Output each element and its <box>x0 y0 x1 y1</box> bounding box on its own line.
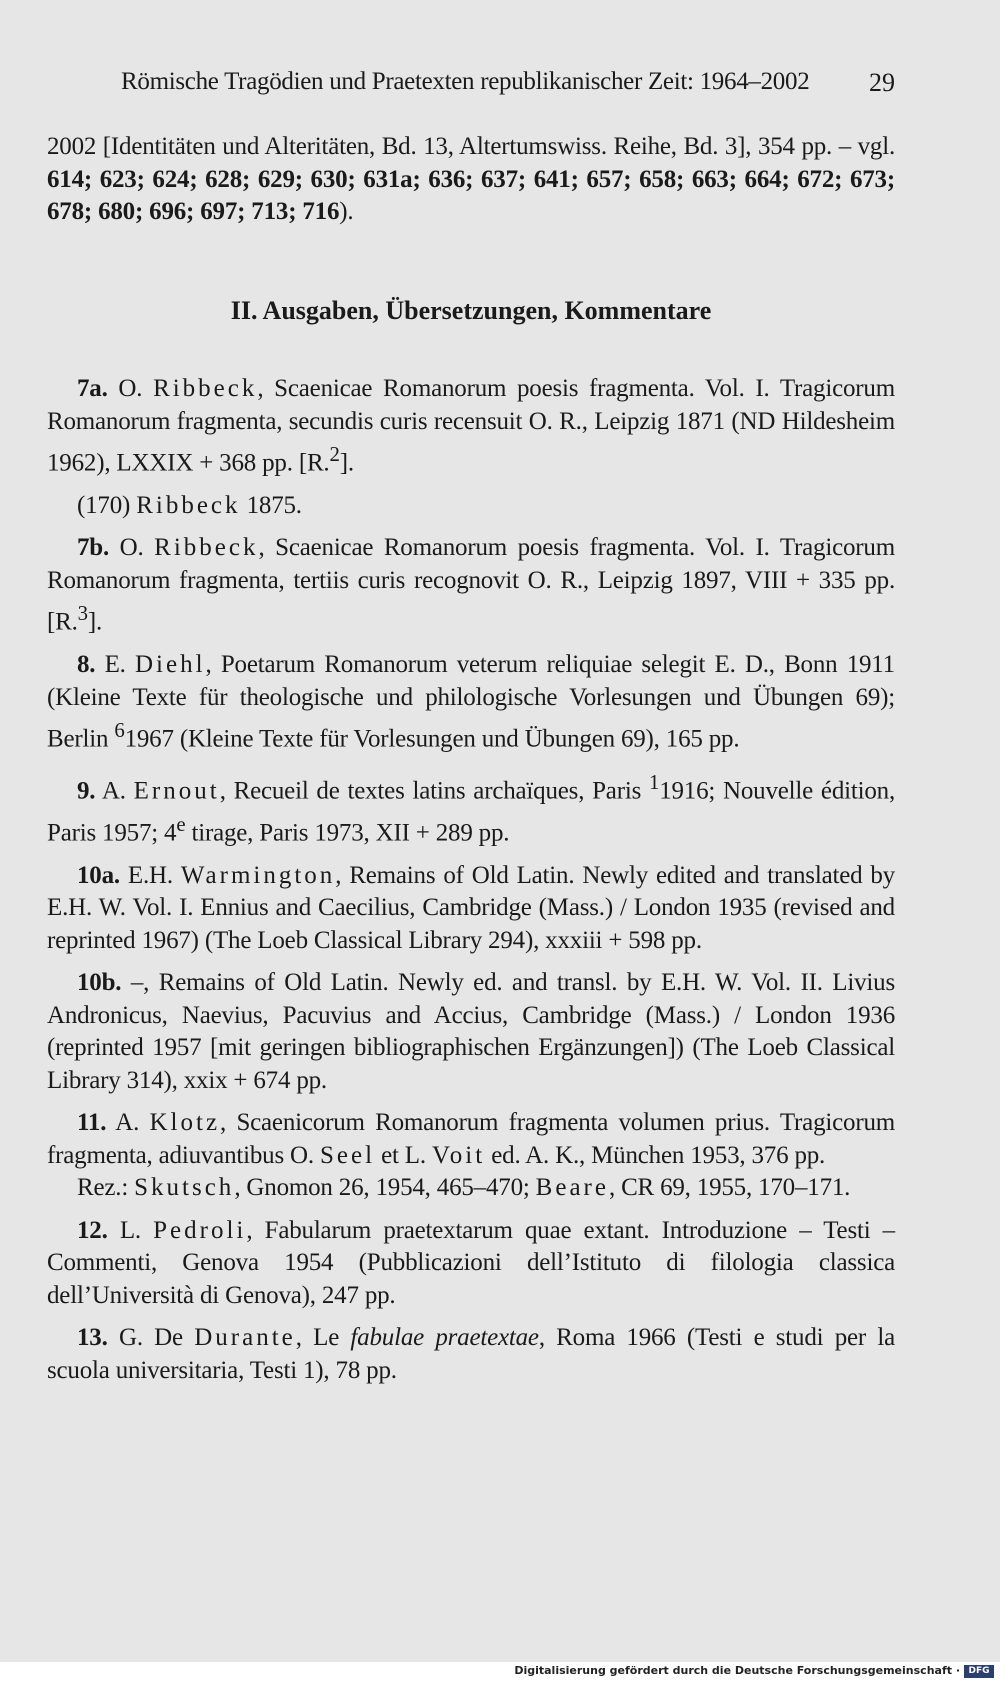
author-initial: G. De <box>118 1324 183 1352</box>
body-text <box>47 131 895 1387</box>
entry-end: 1967 (Kleine Texte für Vorlesungen und Übungen 69), 165 pp. <box>124 725 740 753</box>
entry-text: , Scaenicorum Romanorum fragmenta volumen prius. Tragicorum fragmenta, adiuvantibus O. <box>47 1109 895 1169</box>
author-initial: A. <box>115 1109 140 1137</box>
author-initial: A. <box>101 777 126 805</box>
edition-sup: 6 <box>114 718 125 743</box>
running-head <box>47 68 895 108</box>
author-name: Diehl <box>134 651 206 679</box>
entry-8 <box>47 649 895 756</box>
intro-end: ). <box>339 198 354 225</box>
entry-11 <box>47 1107 895 1172</box>
entry-label: 7b. <box>77 534 110 562</box>
entry-text: , Recueil de textes latins archaïques, Paris <box>219 777 649 805</box>
author-initial: O. <box>118 375 143 402</box>
entry-label: 7a. <box>77 375 108 402</box>
entry-label: (170) <box>77 491 131 519</box>
entry-text: , Poetarum Romanorum veterum reliquiae selegit E. D., Bonn 1911 (Kleine Texte für theologische und philologische Vorlesungen und Übungen 69); Berlin <box>47 651 895 753</box>
edition-sup: 2 <box>329 442 340 466</box>
entry-text: 1875. <box>240 491 302 519</box>
author-initial: O. <box>119 534 144 562</box>
reviewer-name: Skutsch <box>134 1174 235 1202</box>
entry-label: 10a. <box>77 861 120 889</box>
entry-9 <box>47 766 895 850</box>
entry-text: –, Remains of Old Latin. Newly ed. and transl. by E.H. W. Vol. II. Livius Andronicus, Naevius, Pacuvius and Accius, Cambridge (Mass.) / London 1936 (reprinted 1957 [mit geringen bibliographischen Ergänzungen]) (The Loeb Classical Library 314), xxix + 674 pp. <box>47 969 895 1094</box>
intro-refs: 614; 623; 624; 628; 629; 630; 631a; 636; 637; 641; 657; 658; 663; 664; 672; 673; 678; 680; 696; 697; 713; 716 <box>47 165 895 225</box>
entry-mid: 1916; Nouvelle édition, Paris 1957; 4 <box>47 777 896 847</box>
entry-end: ]. <box>339 449 354 477</box>
entry-7a <box>47 373 895 480</box>
entry-12 <box>47 1215 895 1313</box>
author-name: Durante <box>194 1324 296 1352</box>
collaborator-name: Voit <box>431 1141 486 1169</box>
entry-end: ]. <box>87 608 103 636</box>
author-name: Pedroli <box>153 1216 247 1244</box>
review-mid: , Gnomon 26, 1954, 465–470; <box>234 1174 536 1202</box>
entry-10a <box>47 860 895 958</box>
entry-13 <box>47 1322 895 1387</box>
dfg-logo: DFG <box>964 1665 994 1678</box>
entry-label: 8. <box>77 651 96 679</box>
entry-10b <box>47 967 895 1097</box>
edition-sup: 3 <box>77 601 88 626</box>
entry-label: 12. <box>77 1216 108 1244</box>
entry-label: 9. <box>77 777 96 805</box>
review-end: , CR 69, 1955, 170–171. <box>608 1174 851 1202</box>
edition-sup: 1 <box>648 769 660 794</box>
author-name: Ernout <box>133 777 220 805</box>
tirage-sup: e <box>176 811 186 836</box>
author-initial: E. <box>104 651 126 679</box>
author-name: Ribbeck <box>154 534 259 562</box>
entry-text: , Scaenicae Romanorum poesis fragmenta. Vol. I. Tragicorum Romanorum fragmenta, tertiis curis recognovit O. R., Leipzig 1897, VIII + 335 pp. [R. <box>47 534 895 636</box>
entry-label: 10b. <box>77 969 122 997</box>
entry-label: 13. <box>77 1324 108 1352</box>
page-number: 29 <box>869 68 895 97</box>
entry-text: , Fabularum praetextarum quae extant. Introduzione – Testi – Commenti, Genova 1954 (Pubblicazioni dell’Istituto di filologia classica dell’Università di Genova), 247 pp. <box>47 1216 895 1309</box>
reviewer-name: Beare <box>535 1174 609 1202</box>
author-name: Ribbeck <box>136 491 241 519</box>
intro-text: 2002 [Identitäten und Alteritäten, Bd. 13, Altertumswiss. Reihe, Bd. 3], 354 pp. – vgl. <box>47 133 895 160</box>
entry-text: , Scaenicae Romanorum poesis fragmenta. Vol. I. Tragicorum Romanorum fragmenta, secundis curis recensuit O. R., Leipzig 1871 (ND Hildesheim 1962), LXXIX + 368 pp. [R. <box>47 375 895 477</box>
entry-text: , Remains of Old Latin. Newly edited and translated by E.H. W. Vol. I. Ennius and Caecilius, Cambridge (Mass.) / London 1935 (revised and reprinted 1967) (The Loeb Classical Library 294), xxxiii + 598 pp. <box>47 861 895 954</box>
author-name: Warmington <box>180 861 336 889</box>
italic-title: fabulae praetextae <box>350 1324 539 1352</box>
intro-paragraph <box>47 131 895 229</box>
entry-end: ed. A. K., München 1953, 376 pp. <box>485 1141 826 1169</box>
entry-11-review <box>47 1172 895 1205</box>
footer-credit: Digitalisierung gefördert durch die Deutsche Forschungsgemeinschaft · <box>514 1664 960 1677</box>
entry-pre: , Le <box>295 1324 351 1352</box>
review-prefix: Rez.: <box>77 1174 135 1202</box>
entry-7b <box>47 532 895 639</box>
author-name: Ribbeck <box>153 375 258 402</box>
section-heading: II. Ausgaben, Übersetzungen, Kommentare <box>230 295 712 325</box>
entry-end: , Roma 1966 (Testi e studi per la scuola universitaria, Testi 1), 78 pp. <box>47 1324 895 1384</box>
running-title: Römische Tragödien und Praetexten republikanischer Zeit: 1964–2002 <box>121 68 810 95</box>
entry-170 <box>47 490 895 523</box>
author-initial: E.H. <box>127 861 173 889</box>
collaborator-name: Seel <box>320 1141 376 1169</box>
entry-label: 11. <box>77 1109 107 1137</box>
author-initial: L. <box>119 1216 141 1244</box>
entry-end: tirage, Paris 1973, XII + 289 pp. <box>185 819 510 847</box>
entry-mid: et L. <box>375 1141 432 1169</box>
digitization-footer <box>0 1662 1000 1682</box>
author-name: Klotz <box>149 1109 221 1137</box>
